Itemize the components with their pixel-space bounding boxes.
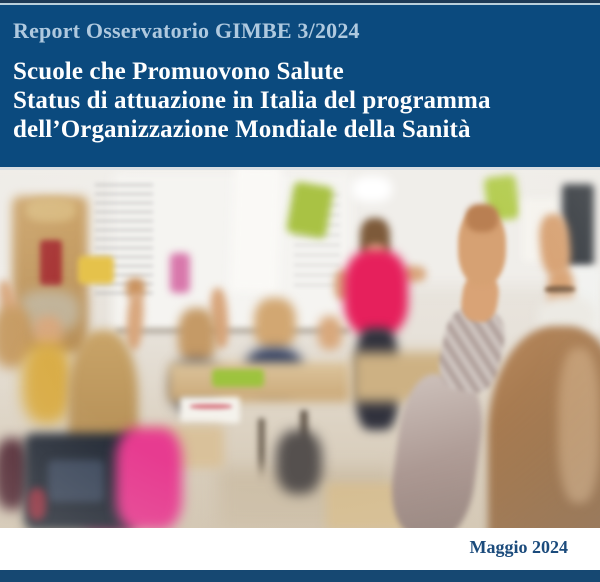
photo-soft-overlay — [0, 170, 600, 528]
title-line-2: Status di attuazione in Italia del programma — [13, 87, 491, 114]
footer — [0, 528, 600, 582]
footer-white-strip — [0, 528, 600, 570]
title-line-3: dell’Organizzazione Mondiale della Sanità — [13, 116, 471, 143]
report-series-label: Report Osservatorio GIMBE 3/2024 — [13, 18, 360, 43]
title-line-1: Scuole che Promuovono Salute — [13, 58, 344, 85]
classroom-photo — [0, 170, 600, 528]
header-banner — [0, 5, 600, 167]
cover-title — [13, 57, 590, 144]
publication-date: Maggio 2024 — [469, 537, 568, 557]
bottom-accent-bar — [0, 570, 600, 582]
